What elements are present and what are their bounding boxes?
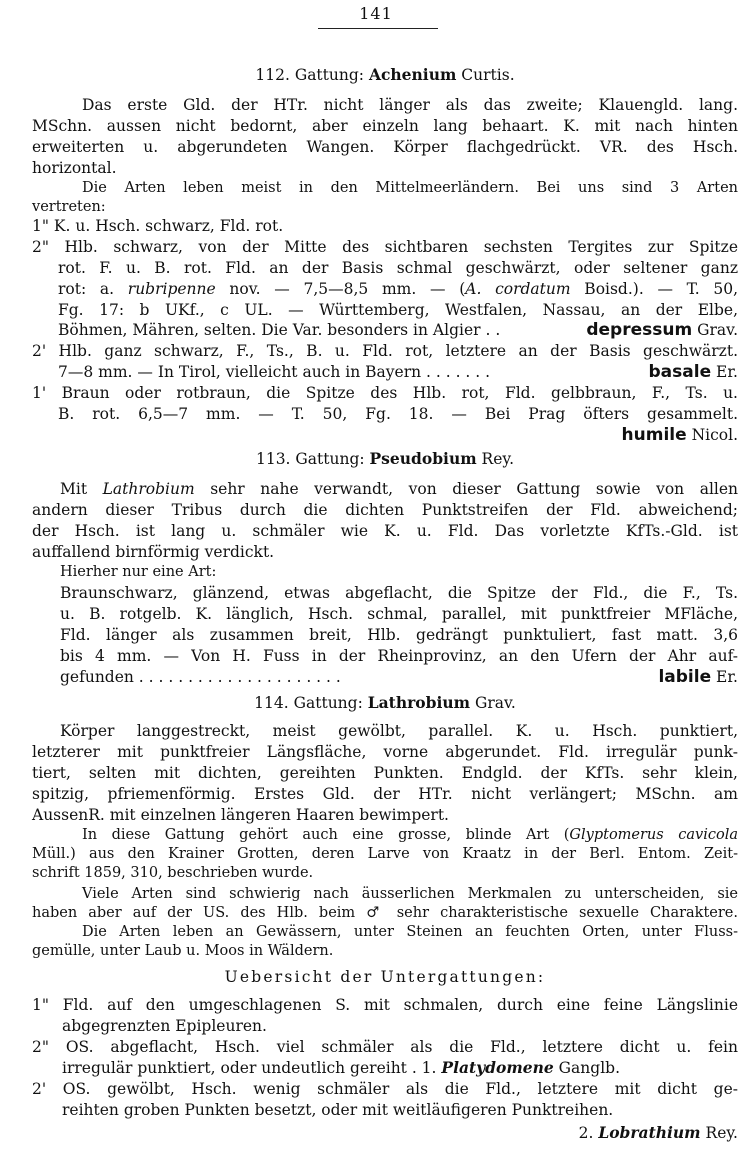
genus-lathrobium: Lathrobium [367, 693, 471, 712]
species-humile: humile [621, 425, 687, 445]
overview-heading: Uebersicht der Untergattungen: [224, 968, 546, 986]
paragraph-line: andern dieser Tribus durch die dichten Punktstreifen der Fld. abweichend; [32, 501, 738, 519]
paragraph-line: tiert, selten mit dichten, gereihten Punkten. Endgld. der KfTs. sehr klein, [32, 764, 738, 782]
paragraph-line: horizontal. [32, 159, 117, 177]
key-entry-cont: B. rot. 6,5—7 mm. — T. 50, Fg. 18. — Bei Prag öfters gesammelt. [58, 405, 738, 423]
species-basale: basale [648, 362, 712, 382]
paragraph-line: schrift 1859, 310, beschrieben wurde. [32, 865, 314, 881]
paragraph-line: Hierher nur eine Art: [60, 564, 217, 580]
paragraph-line: Mit Lathrobium sehr nahe verwandt, von dieser Gattung sowie von allen [60, 480, 739, 498]
paragraph-line: Fld. länger als zusammen breit, Hlb. gedrängt punktuliert, fast matt. 3,6 [60, 626, 738, 644]
key-entry-cont: Böhmen, Mähren, selten. Die Var. besonders in Algier . . depressum Grav. [58, 320, 738, 340]
paragraph-line: MSchn. aussen nicht bedornt, aber einzeln lang behaart. K. mit nach hinten [32, 117, 738, 135]
paragraph-line: haben aber auf der US. des Hlb. beim ♂ sehr charakteristische sexuelle Charaktere. [32, 905, 738, 921]
key-entry: 1" K. u. Hsch. schwarz, Fld. rot. [32, 217, 284, 235]
paragraph-line: auffallend birnförmig verdickt. [32, 543, 275, 561]
key-entry-cont: reihten groben Punkten besetzt, oder mit weitläufigeren Punktreihen. [62, 1101, 614, 1119]
paragraph-line: AussenR. mit einzelnen längeren Haaren bewimpert. [32, 806, 449, 824]
paragraph-line: spitzig, pfriemenförmig. Erstes Gld. der HTr. nicht verlängert; MSchn. am [32, 785, 738, 803]
paragraph-line: Die Arten leben an Gewässern, unter Steinen an feuchten Orten, unter Fluss- [82, 924, 738, 940]
subgenus-lobrathium: Lobrathium [598, 1123, 701, 1142]
key-entry-cont: abgegrenzten Epipleuren. [62, 1017, 267, 1035]
paragraph-line: In diese Gattung gehört auch eine grosse, blinde Art (Glyptomerus cavicola [82, 827, 739, 843]
key-entry-cont: rot: a. rubripenne nov. — 7,5—8,5 mm. — (A. cordatum Boisd.). — T. 50, [58, 280, 739, 298]
species-labile: labile [658, 667, 712, 687]
paragraph-line: letzterer mit punktfreier Längsfläche, vorne abgerundet. Fld. irregulär punk- [32, 743, 738, 761]
paragraph-line: Müll.) aus den Krainer Grotten, deren Larve von Kraatz in der Berl. Entom. Zeit- [32, 846, 738, 862]
paragraph-line: vertreten: [32, 199, 106, 215]
paragraph-line: Körper langgestreckt, meist gewölbt, parallel. K. u. Hsch. punktiert, [60, 722, 738, 740]
key-entry-cont: 2. Lobrathium Rey. [578, 1123, 738, 1142]
paragraph-line: erweiterten u. abgerundeten Wangen. Körper flachgedrückt. VR. des Hsch. [32, 138, 738, 156]
paragraph-line: Braunschwarz, glänzend, etwas abgeflacht, die Spitze der Fld., die F., Ts. [60, 584, 738, 602]
subgenus-platydomene: Platydomene [441, 1058, 554, 1077]
key-entry-cont: humile Nicol. [621, 425, 738, 445]
key-entry: 1' Braun oder rotbraun, die Spitze des Hlb. rot, Fld. gelbbraun, F., Ts. u. [32, 384, 738, 402]
section-114-heading: 114. Gattung: Lathrobium Grav. [254, 693, 516, 712]
paragraph-line: gefunden . . . . . . . . . . . . . . . . . . . . . labile Er. [60, 667, 738, 687]
paragraph-line: Viele Arten sind schwierig nach äusserlichen Merkmalen zu unterscheiden, sie [82, 886, 738, 902]
key-entry-cont: 7—8 mm. — In Tirol, vielleicht auch in Bayern . . . . . . . basale Er. [58, 362, 738, 382]
key-entry: 2" OS. abgeflacht, Hsch. viel schmäler als die Fld., letztere dicht u. fein [32, 1038, 738, 1056]
key-entry-cont: Fg. 17: b UKf., c UL. — Württemberg, Westfalen, Nassau, an der Elbe, [58, 301, 738, 319]
page-number: 141 [359, 4, 393, 23]
key-entry: 2' OS. gewölbt, Hsch. wenig schmäler als die Fld., letztere mit dicht ge- [32, 1080, 738, 1098]
section-112-heading: 112. Gattung: Achenium Curtis. [255, 65, 515, 84]
key-entry: 1" Fld. auf den umgeschlagenen S. mit schmalen, durch eine feine Längslinie [32, 996, 738, 1014]
paragraph-line: bis 4 mm. — Von H. Fuss in der Rheinprovinz, an den Ufern der Ahr auf- [60, 647, 738, 665]
species-depressum: depressum [586, 320, 693, 340]
paragraph-line: der Hsch. ist lang u. schmäler wie K. u. Fld. Das vorletzte KfTs.-Gld. ist [32, 522, 738, 540]
paragraph-line: gemülle, unter Laub u. Moos in Wäldern. [32, 943, 334, 959]
key-entry-cont: rot. F. u. B. rot. Fld. an der Basis schmal geschwärzt, oder seltener ganz [58, 259, 738, 277]
paragraph-line: Das erste Gld. der HTr. nicht länger als das zweite; Klauengld. lang. [82, 96, 738, 114]
genus-pseudobium: Pseudobium [369, 449, 477, 468]
key-entry: 2" Hlb. schwarz, von der Mitte des sichtbaren sechsten Tergites zur Spitze [32, 238, 738, 256]
key-entry: 2' Hlb. ganz schwarz, F., Ts., B. u. Fld. rot, letztere an der Basis geschwärzt. [32, 342, 738, 360]
page-number-rule [318, 28, 438, 29]
paragraph-line: u. B. rotgelb. K. länglich, Hsch. schmal, parallel, mit punktfreier MFläche, [60, 605, 738, 623]
key-entry-cont: irregulär punktiert, oder undeutlich gereiht . 1. Platydomene Ganglb. [62, 1058, 621, 1077]
genus-achenium: Achenium [368, 65, 457, 84]
section-113-heading: 113. Gattung: Pseudobium Rey. [255, 449, 515, 468]
paragraph-line: Die Arten leben meist in den Mittelmeerländern. Bei uns sind 3 Arten [82, 180, 738, 196]
